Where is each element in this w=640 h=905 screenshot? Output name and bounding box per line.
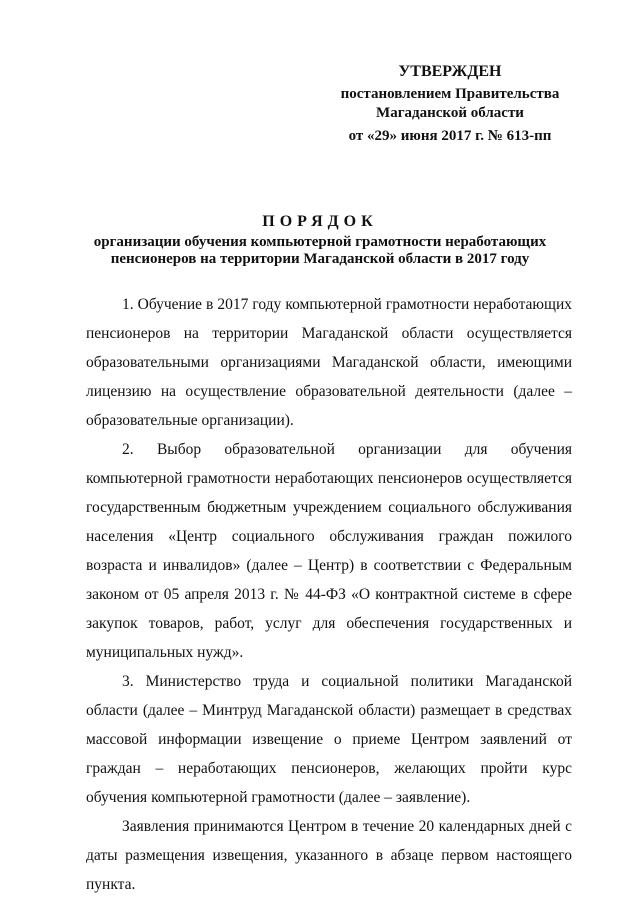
paragraph-2: 2. Выбор образовательной организации для обучения компьютерной грамотности неработающих пенсионеров осуществляется государственным бюджетным учреждением социального обслуживания населения «Центр социального обслуживания граждан пожилого возраста и инвалидов» (далее – Центр) в соответствии с Федеральным законом от 05 апреля 2013 г. № 44-ФЗ «О контрактной системе в сфере закупок товаров, работ, услуг для обеспечения государственных и муниципальных нужд». [86,441,572,661]
order-title: ПОРЯДОК [262,213,378,230]
approval-stamp-block [330,62,570,146]
approval-line-date: от «29» июня 2017 г. № 613-пп [348,128,552,144]
order-heading [70,212,570,268]
approval-line-resolution: постановлением Правительства [340,86,560,102]
paragraph-3: 3. Министерство труда и социальной политики Магаданской области (далее – Минтруд Магаданской области) размещает в средствах массовой информации извещение о приеме Центром заявлений от граждан – неработающих пенсионеров, желающих пройти курс обучения компьютерной грамотности (далее – заявление). [86,673,572,806]
paragraph-4: Заявления принимаются Центром в течение 20 календарных дней с даты размещения извещения, указанного в абзаце первом настоящего пункта. [86,818,572,893]
order-subtitle-line-2: пенсионеров на территории Магаданской области в 2017 году [110,251,530,267]
approval-line-region: Магаданской области [376,105,524,121]
paragraph-1: 1. Обучение в 2017 году компьютерной грамотности неработающих пенсионеров на территории Магаданской области осуществляется образовательными организациями Магаданской области, имеющими лицензию на осуществление образовательной деятельности (далее – образовательные организации). [86,296,572,429]
approval-title: УТВЕРЖДЕН [398,63,502,80]
order-subtitle-line-1: организации обучения компьютерной грамотности неработающих [93,234,547,250]
document-body [86,290,572,899]
